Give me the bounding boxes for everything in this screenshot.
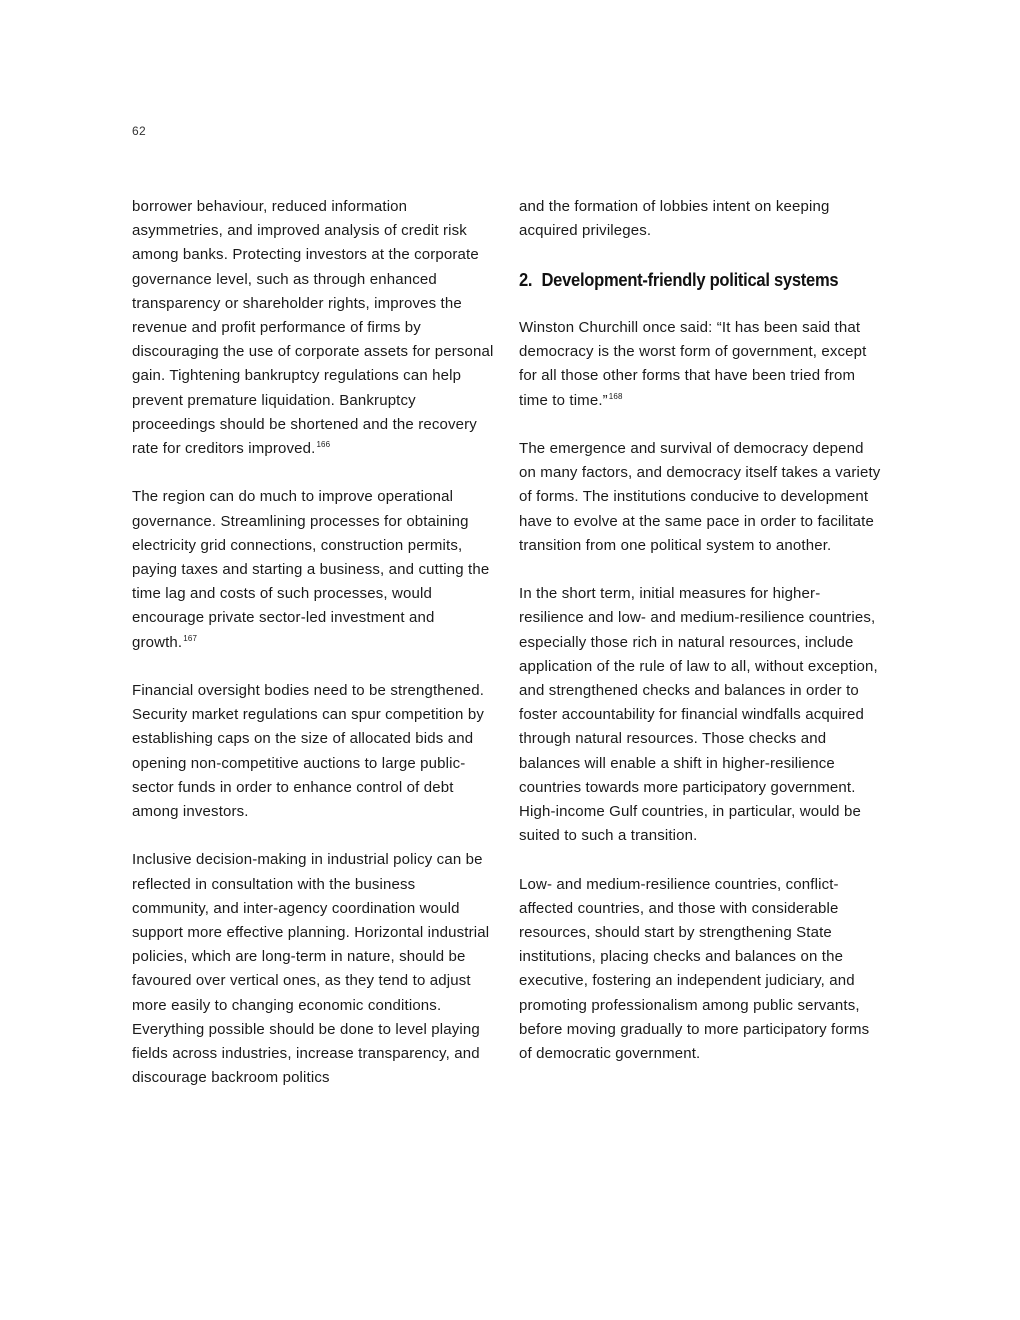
section-heading <box>519 268 854 292</box>
paragraph-democracy-emergence: The emergence and survival of democracy depend on many factors, and democracy itself takes a variety of forms. The institutions conducive to development have to evolve at the same pace in order to facilitate transition from one political system to another. <box>519 439 881 554</box>
paragraph-short-term-measures: In the short term, initial measures for higher-resilience and low- and medium-resilience countries, especially those rich in natural resources, include application of the rule of law to all, without exception, and strengthened checks and balances in order to foster accountability for financial windfalls acquired through natural resources. Those checks and balances will enable a shift in higher-resilience countries towards more participatory government. High-income Gulf countries, in particular, would be suited to such a transition. <box>519 585 878 845</box>
paragraph-operational-governance: The region can do much to improve operational governance. Streamlining processes for obtaining electricity grid connections, construction permits, paying taxes and starting a business, and cutting the time lag and costs of such processes, would encourage private sector-led investment and growth.$^{167}$ <box>132 488 490 651</box>
left-column <box>132 195 496 1090</box>
section-number: 2. <box>519 269 533 290</box>
paragraph-continuation: and the formation of lobbies intent on keeping acquired privileges. <box>519 198 830 240</box>
paragraph-financial-oversight: Financial oversight bodies need to be strengthened. Security market regulations can spur competition by establishing caps on the size of allocated bids and opening non-competitive auctions to large public-sector funds in order to enhance control of debt among investors. <box>132 682 485 821</box>
footnote-ref: 168 <box>608 391 623 401</box>
paragraph-low-resilience-countries: Low- and medium-resilience countries, conflict-affected countries, and those with considerable resources, should start by strengthening State institutions, placing checks and balances on the executive, fostering an independent judiciary, and promoting professionalism among public servants, before moving gradually to more participatory forms of democratic government. <box>519 875 870 1063</box>
footnote-ref: 166 <box>316 440 331 450</box>
page-number: 62 <box>132 124 146 138</box>
footnote-ref: 167 <box>183 633 198 643</box>
paragraph-industrial-policy: Inclusive decision-making in industrial policy can be reflected in consultation with the business community, and inter-agency coordination would support more effective planning. Horizontal industrial policies, which are long-term in nature, should be favoured over vertical ones, as they tend to adjust more easily to changing economic conditions. Everything possible should be done to level playing fields across industries, increase transparency, and discourage backroom politics <box>132 851 490 1087</box>
right-column <box>519 195 883 1066</box>
paragraph-credit-and-bankruptcy: borrower behaviour, reduced information asymmetries, and improved analysis of credit risk among banks. Protecting investors at the corporate governance level, such as through enhanced transparency or shareholder rights, improves the revenue and profit performance of firms by discouraging the use of corporate assets for personal gain. Tightening bankruptcy regulations can help prevent premature liquidation. Bankruptcy proceedings should be shortened and the recovery rate for creditors improved.$^{166}$ <box>132 198 494 458</box>
section-title: Development-friendly political systems <box>541 269 839 290</box>
paragraph-churchill-quote: Winston Churchill once said: “It has been said that democracy is the worst form of government, except for all those other forms that have been tried from time to time.”$^{168}$ <box>519 318 867 409</box>
